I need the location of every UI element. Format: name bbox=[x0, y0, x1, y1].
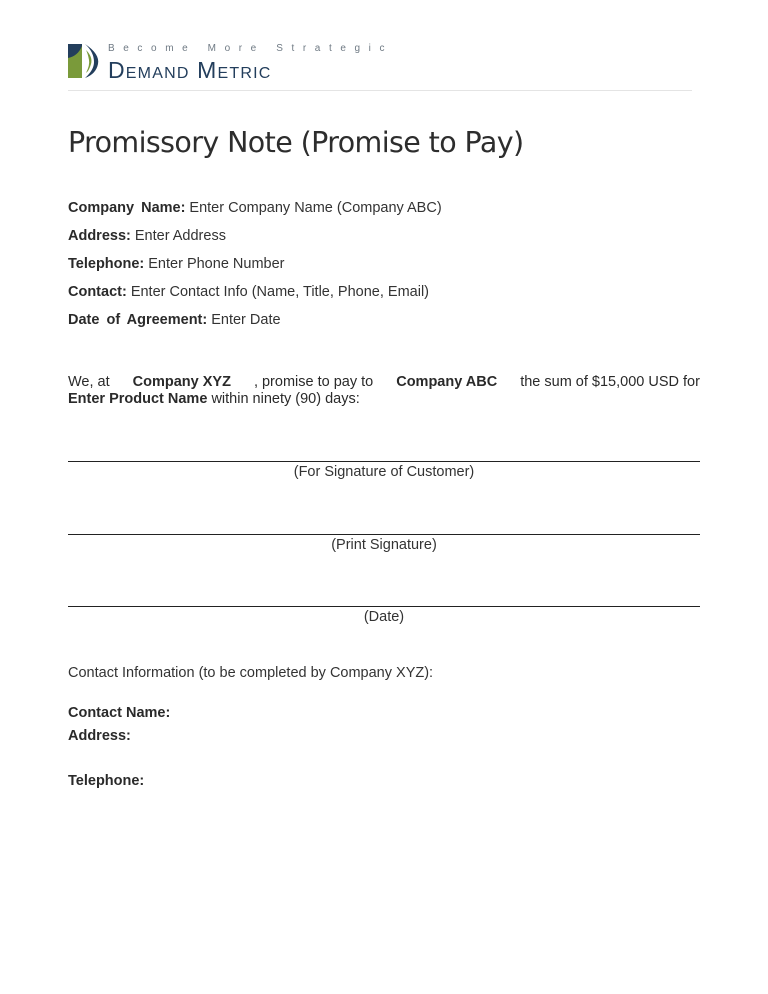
promise-line-1 bbox=[68, 374, 700, 391]
brand-name: Demand Metric bbox=[108, 57, 272, 83]
company-name-field bbox=[68, 199, 442, 217]
payee-name: Company ABC bbox=[396, 374, 498, 390]
promise-paragraph bbox=[68, 374, 700, 408]
document-title: Promissory Note (Promise to Pay) bbox=[68, 126, 524, 159]
product-name: Enter Product Name bbox=[68, 391, 208, 407]
contact-telephone-label: Telephone: bbox=[68, 773, 145, 789]
field-value: Enter Contact Info (Name, Title, Phone, Email) bbox=[130, 284, 429, 300]
date-signature-line[interactable] bbox=[68, 606, 700, 607]
print-signature-caption: (Print Signature) bbox=[331, 537, 437, 553]
promise-terms: within ninety (90) days: bbox=[211, 391, 360, 407]
field-value: Enter Date bbox=[211, 312, 281, 328]
field-label: Company Name: bbox=[68, 200, 186, 216]
contact-information-intro: Contact Information (to be completed by Company XYZ): bbox=[68, 665, 434, 681]
header-divider bbox=[68, 90, 692, 91]
field-label: Address: bbox=[68, 228, 131, 244]
field-label: Telephone: bbox=[68, 256, 145, 272]
field-label: Date of Agreement: bbox=[68, 312, 208, 328]
brand-tagline: Become More Strategic bbox=[108, 43, 394, 54]
promise-amount-text: the sum of $15,000 USD for bbox=[520, 374, 700, 390]
address-field bbox=[68, 227, 226, 245]
customer-signature-line[interactable] bbox=[68, 461, 700, 462]
field-label: Contact: bbox=[68, 284, 127, 300]
promise-line-2 bbox=[68, 391, 700, 408]
customer-signature-caption: (For Signature of Customer) bbox=[293, 464, 475, 480]
date-of-agreement-field bbox=[68, 311, 281, 329]
payer-name: Company XYZ bbox=[132, 374, 231, 390]
page-header bbox=[68, 42, 692, 92]
field-value: Enter Address bbox=[134, 228, 226, 244]
telephone-field bbox=[68, 255, 284, 273]
date-signature-caption: (Date) bbox=[363, 609, 405, 625]
print-signature-line[interactable] bbox=[68, 534, 700, 535]
promise-text: , promise to pay to bbox=[253, 374, 374, 390]
contact-name-label: Contact Name: bbox=[68, 705, 171, 721]
field-value: Enter Phone Number bbox=[148, 256, 285, 272]
contact-address-label: Address: bbox=[68, 728, 131, 744]
field-value: Enter Company Name (Company ABC) bbox=[189, 200, 442, 216]
demand-metric-logo-icon bbox=[68, 44, 100, 78]
contact-field bbox=[68, 283, 429, 301]
promise-text: We, at bbox=[68, 374, 110, 390]
